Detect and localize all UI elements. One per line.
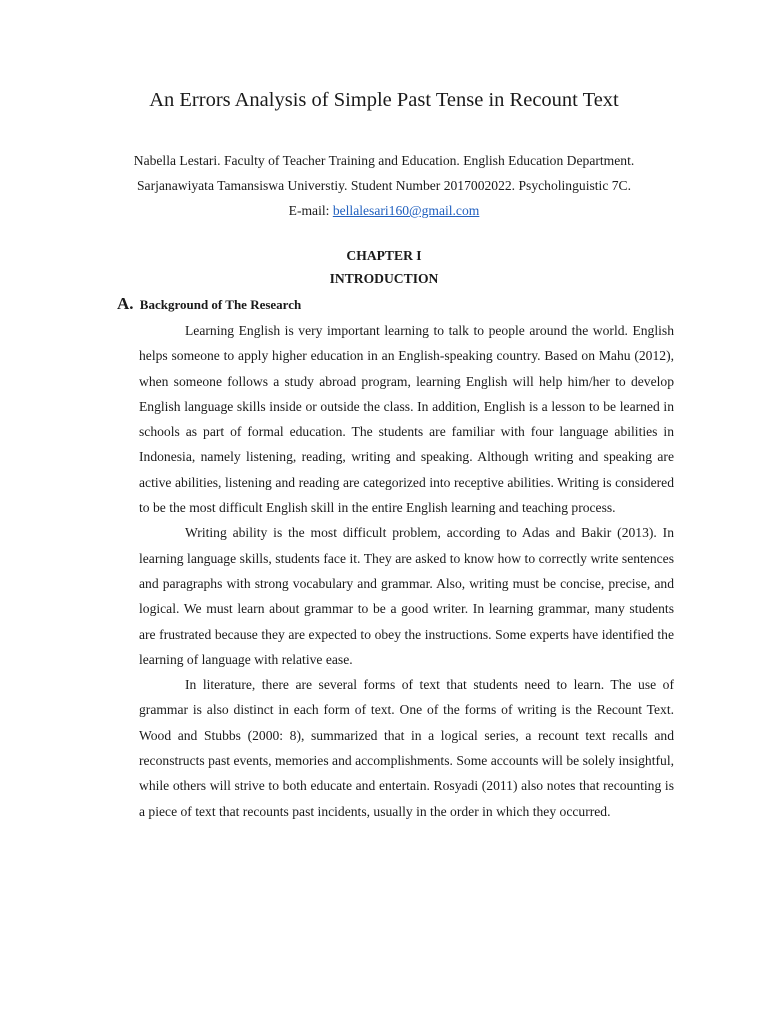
chapter-heading: [0, 244, 768, 290]
section-letter: A.: [117, 294, 134, 313]
email-link[interactable]: bellalesari160@gmail.com: [332, 203, 480, 218]
chapter-title: INTRODUCTION: [329, 271, 439, 286]
paragraph-2: Writing ability is the most difficult problem, according to Adas and Bakir (2013). In learning language skills, students face it. They are asked to know how to correctly write sentences and paragraphs with strong vocabulary and grammar. Also, writing must be concise, precise, and logical. We must learn about grammar to be a good writer. In learning grammar, many students are frustrated because they are expected to obey the instructions. Some experts have identified the learning of language with relative ease.: [139, 525, 674, 667]
author-affiliation-line-2: Sarjanawiyata Tamansiswa Universtiy. Student Number 2017002022. Psycholinguistic 7C.: [136, 178, 632, 193]
body-text: [139, 318, 674, 824]
paragraph-1: Learning English is very important learning to talk to people around the world. English helps someone to apply higher education in an English-speaking country. Based on Mahu (2012), when someone follows a study abroad program, learning English will help him/her to develop English language skills inside or outside the class. In addition, English is a lesson to be learned in schools as part of formal education. The students are familiar with four language abilities in Indonesia, namely listening, reading, writing and speaking. Although writing and speaking are active abilities, listening and reading are categorized into receptive abilities. Writing is considered to be the most difficult English skill in the entire English learning and teaching process.: [139, 323, 674, 516]
chapter-number: CHAPTER I: [346, 248, 422, 263]
author-affiliation-line-1: Nabella Lestari. Faculty of Teacher Training and Education. English Education Department.: [133, 153, 635, 168]
author-block: [0, 148, 768, 223]
paper-title: An Errors Analysis of Simple Past Tense in Recount Text: [149, 89, 619, 111]
section-heading: [117, 292, 301, 317]
email-line: [0, 198, 768, 223]
paragraph-3: In literature, there are several forms of text that students need to learn. The use of grammar is also distinct in each form of text. One of the forms of writing is the Recount Text. Wood and Stubbs (2000: 8), summarized that in a logical series, a recount text recalls and reconstructs past events, memories and accomplishments. Some accounts will be solely insightful, while others will strive to both educate and entertain. Rosyadi (2011) also notes that recounting is a piece of text that recounts past incidents, usually in the order in which they occurred.: [139, 677, 674, 819]
section-title: Background of The Research: [139, 297, 302, 312]
email-label: E-mail:: [288, 203, 333, 218]
